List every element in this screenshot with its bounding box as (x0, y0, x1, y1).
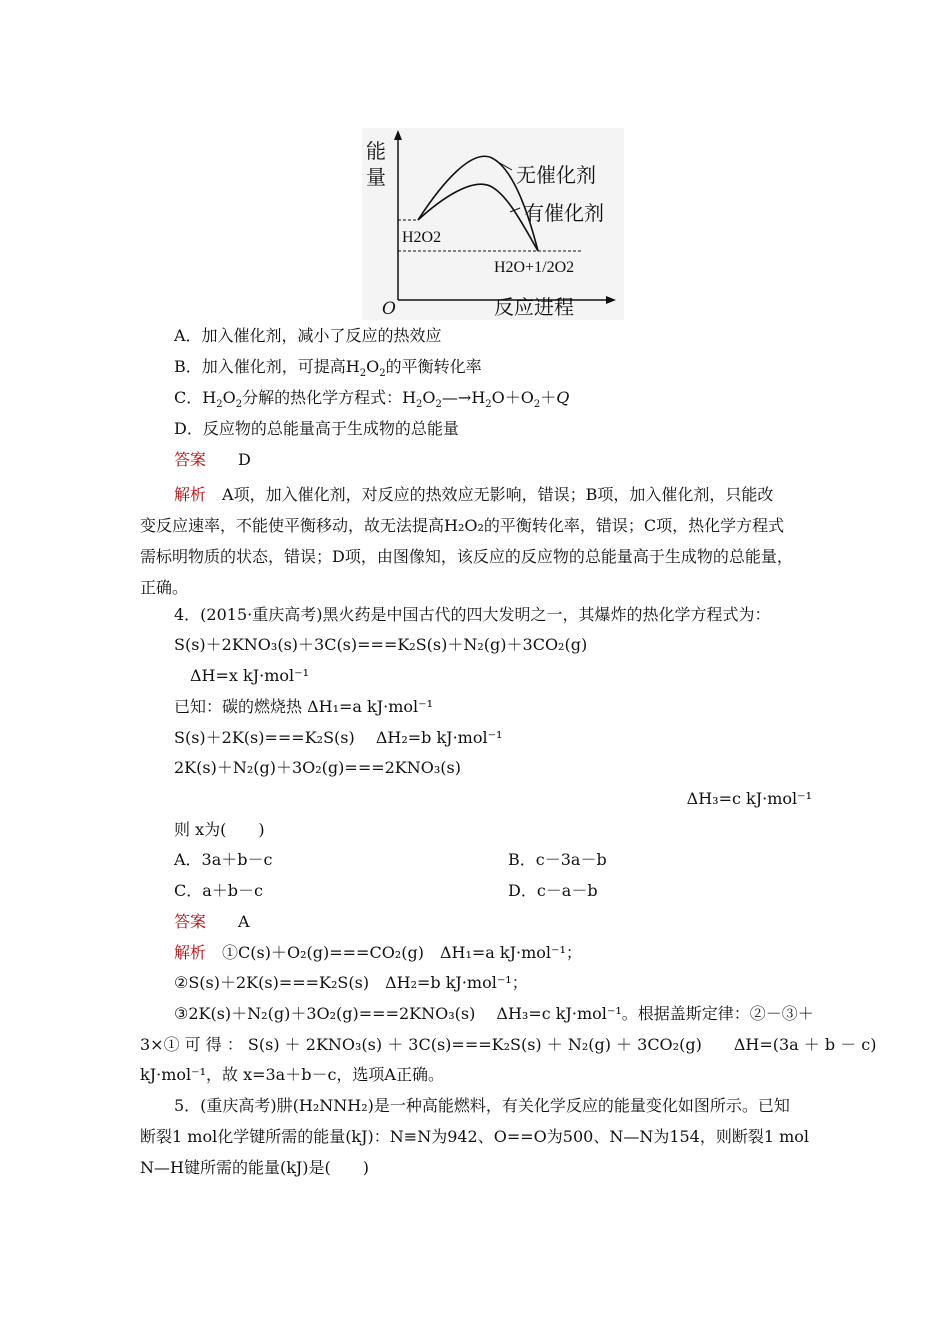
q4-stem: 4．(2015·重庆高考)黑火药是中国古代的四大发明之一，其爆炸的热化学方程式为： (174, 605, 771, 624)
q4-equation-3: 2K(s)＋N₂(g)＋3O₂(g)===2KNO₃(s) (174, 758, 461, 777)
q4-option-d: D．c－a－b (508, 881, 598, 900)
q4-equation: S(s)＋2KNO₃(s)＋3C(s)===K₂S(s)＋N₂(g)＋3CO₂(g) (174, 635, 588, 654)
q4-option-c: C．a＋b－c (174, 881, 263, 900)
reactant-label: H2O2 (402, 229, 442, 246)
q5-line-1: 5．(重庆高考)肼(H₂NNH₂)是一种高能燃料，有关化学反应的能量变化如图所示。已知 (174, 1096, 790, 1115)
q3-option-c: C．$H_2O_2$分解的热化学方程式：$H_2O_2—\to H_2O+O_2+Q$ (174, 388, 570, 411)
q4-delta-h: ΔH=x kJ·mol⁻¹ (190, 666, 309, 685)
q5-line-2: 断裂1 mol化学键所需的能量(kJ)：N≡N为942、O==O为500、N—N为154，则断裂1 mol (140, 1127, 810, 1146)
q4-option-b: B．c－3a－b (508, 850, 607, 869)
y-axis-arrow (394, 130, 402, 140)
y-label-1: 能 (366, 139, 386, 163)
curve-no-catalyst-label: 无催化剂 (516, 163, 596, 187)
q4-analysis-4: 3×① 可 得 ： S(s) ＋ 2KNO₃(s) ＋ 3C(s)===K₂S(s) ＋ N₂(g) ＋ 3CO₂(g) ΔH=(3a ＋ b － c) (140, 1035, 877, 1054)
q4-analysis-2: ②S(s)＋2K(s)===K₂S(s) ΔH₂=b kJ·mol⁻¹； (174, 973, 528, 992)
q4-equation-2: S(s)＋2K(s)===K₂S(s) ΔH₂=b kJ·mol⁻¹ (174, 728, 503, 747)
q3-option-b: B．加入催化剂，可提高$H_2O_2$的平衡转化率 (174, 357, 482, 380)
y-label-2: 量 (366, 165, 386, 189)
q4-answer: 答案 A (174, 912, 250, 931)
q3-option-a: A．加入催化剂，减小了反应的热效应 (174, 326, 442, 345)
q4-analysis-5: kJ·mol⁻¹，故 x=3a＋b－c，选项A正确。 (140, 1065, 444, 1084)
x-label: 反应进程 (494, 295, 574, 319)
q3-analysis: 解析 A项，加入催化剂，对反应的热效应无影响，错误；B项，加入催化剂，只能改 变反应速率，不能使平衡移动，故无法提高H₂O₂的平衡转化率，错误；C项，热化学方程式 需标明物质的状态，错误；D项，由图像知，该反应的反应物的总能量高于生成物的总能量， 正确。 (140, 485, 793, 597)
q3-option-d: D．反应物的总能量高于生成物的总能量 (174, 419, 459, 438)
q5-line-3: N—H键所需的能量(kJ)是( ) (140, 1158, 370, 1177)
product-label: H2O+1/2O2 (494, 259, 575, 276)
curve-catalyst-label: 有催化剂 (524, 201, 604, 225)
origin-label: O (382, 299, 396, 319)
q4-option-a: A．3a＋b－c (174, 850, 273, 869)
q4-known: 已知：碳的燃烧热 ΔH₁=a kJ·mol⁻¹ (174, 697, 434, 716)
q4-analysis-3: ③2K(s)＋N₂(g)＋3O₂(g)===2KNO₃(s) ΔH₃=c kJ·mol⁻¹。根据盖斯定律：②－③＋ (174, 1004, 814, 1023)
q4-analysis-1: 解析 ①C(s)＋O₂(g)===CO₂(g) ΔH₁=a kJ·mol⁻¹； (174, 943, 582, 962)
q4-ask: 则 x为( ) (174, 820, 265, 839)
q4-delta-h3: ΔH₃=c kJ·mol⁻¹ (686, 789, 812, 808)
q3-answer: 答案 D (174, 450, 251, 469)
energy-diagram (362, 128, 624, 320)
x-axis-arrow (606, 296, 616, 304)
